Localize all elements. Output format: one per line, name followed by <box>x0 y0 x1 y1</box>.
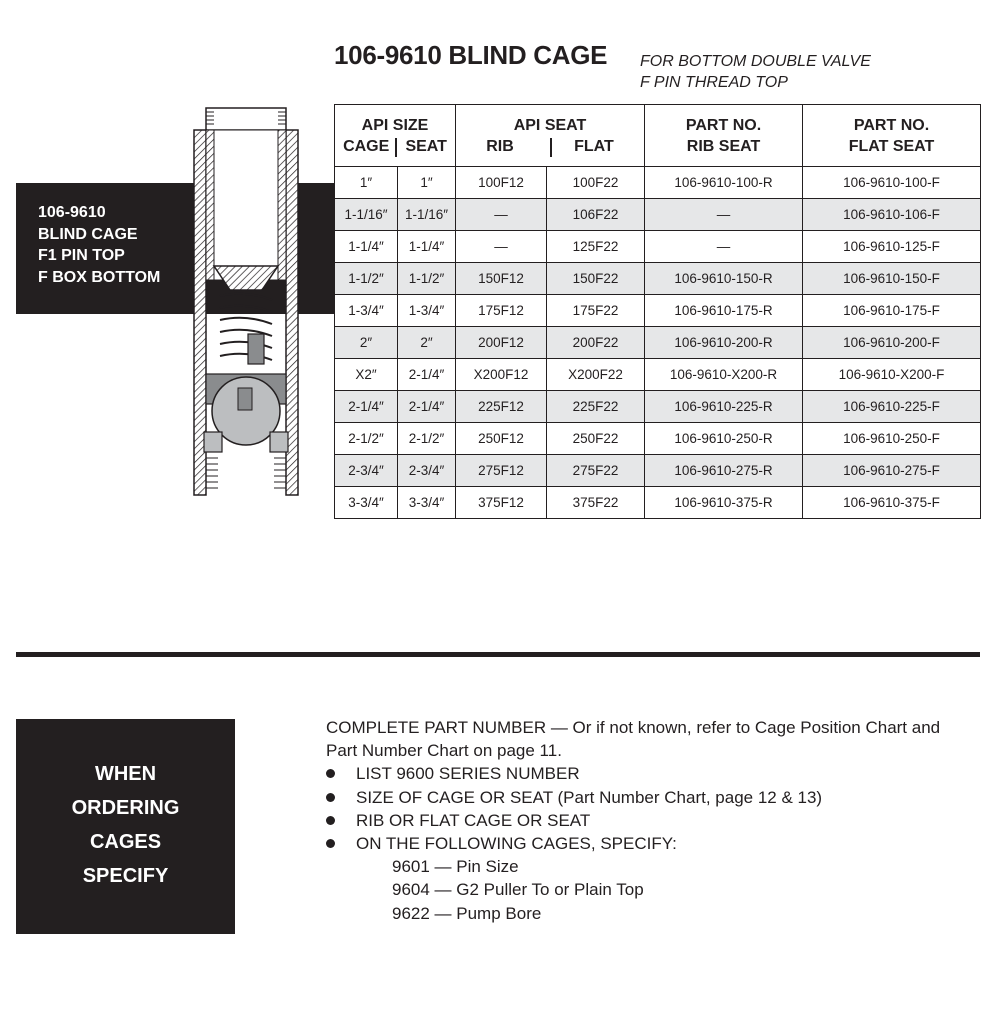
cell-rib: 225F12 <box>456 391 547 423</box>
part-label-line: 106-9610 <box>38 204 106 221</box>
cell-cage: 2″ <box>335 327 398 359</box>
table-row <box>335 199 981 231</box>
cell-part-rib: 106-9610-150-R <box>645 263 803 295</box>
header-part-flat-line-1: PART NO. <box>853 116 930 134</box>
header-part-rib-line-2: RIB SEAT <box>686 137 761 155</box>
cell-part-rib: 106-9610-275-R <box>645 455 803 487</box>
ordering-label-line: CAGES <box>89 831 162 853</box>
part-label-line: F BOX BOTTOM <box>38 268 161 286</box>
cell-seat: 2-3/4″ <box>398 455 456 487</box>
page-subtitle <box>640 51 871 93</box>
part-number-table <box>334 104 981 519</box>
cell-flat: 125F22 <box>547 231 645 263</box>
ordering-sub-item: 9622 — Pump Bore <box>392 903 542 923</box>
table-row <box>335 167 981 199</box>
cell-part-rib: — <box>645 199 803 231</box>
ordering-label-line: ORDERING <box>71 797 180 819</box>
part-label-text <box>38 202 160 288</box>
table-row <box>335 391 981 423</box>
cell-rib: — <box>456 231 547 263</box>
cell-seat: 1-1/2″ <box>398 263 456 295</box>
cell-cage: 2-1/4″ <box>335 391 398 423</box>
cell-part-flat: 106-9610-106-F <box>803 199 981 231</box>
header-api-size-label: API SIZE <box>361 116 429 134</box>
cell-part-rib: 106-9610-X200-R <box>645 359 803 391</box>
cell-seat: 2-1/4″ <box>398 359 456 391</box>
cell-flat: 375F22 <box>547 487 645 519</box>
ordering-bullet <box>326 786 966 809</box>
cell-part-rib: 106-9610-225-R <box>645 391 803 423</box>
header-api-size <box>335 105 456 167</box>
cell-part-flat: 106-9610-125-F <box>803 231 981 263</box>
header-part-rib <box>645 105 803 167</box>
header-seat: SEAT <box>405 137 447 155</box>
table-row <box>335 327 981 359</box>
header-api-seat <box>456 105 645 167</box>
cell-flat: 250F22 <box>547 423 645 455</box>
cell-flat: 275F22 <box>547 455 645 487</box>
cell-flat: X200F22 <box>547 359 645 391</box>
ordering-bullet-text: ON THE FOLLOWING CAGES, SPECIFY: <box>356 834 677 854</box>
cell-cage: 2-1/2″ <box>335 423 398 455</box>
table-row <box>335 455 981 487</box>
cell-seat: 3-3/4″ <box>398 487 456 519</box>
cell-cage: 1-1/16″ <box>335 199 398 231</box>
cell-seat: 2-1/4″ <box>398 391 456 423</box>
cell-flat: 175F22 <box>547 295 645 327</box>
cell-rib: 375F12 <box>456 487 547 519</box>
ordering-label-line: WHEN <box>94 763 157 785</box>
cell-part-rib: 106-9610-375-R <box>645 487 803 519</box>
section-divider <box>16 652 980 657</box>
cell-part-flat: 106-9610-150-F <box>803 263 981 295</box>
cell-seat: 2″ <box>398 327 456 359</box>
header-divider <box>550 138 552 157</box>
cell-flat: 225F22 <box>547 391 645 423</box>
ordering-bullet <box>326 832 966 855</box>
cell-rib: — <box>456 199 547 231</box>
ordering-bullet-text: LIST 9600 SERIES NUMBER <box>356 764 580 784</box>
cell-rib: X200F12 <box>456 359 547 391</box>
ordering-label-box <box>16 719 235 934</box>
ordering-bullet <box>326 762 966 785</box>
bullet-dot-icon <box>326 793 335 802</box>
cell-part-rib: 106-9610-250-R <box>645 423 803 455</box>
cell-flat: 150F22 <box>547 263 645 295</box>
header-part-flat-line-2: FLAT SEAT <box>848 137 935 155</box>
cell-part-flat: 106-9610-200-F <box>803 327 981 359</box>
ordering-label-line: SPECIFY <box>82 865 169 887</box>
cell-rib: 275F12 <box>456 455 547 487</box>
cell-rib: 250F12 <box>456 423 547 455</box>
cell-part-rib: 106-9610-175-R <box>645 295 803 327</box>
header-divider <box>395 138 397 157</box>
ordering-bullet-text: SIZE OF CAGE OR SEAT (Part Number Chart, page 12 & 13) <box>356 787 823 807</box>
cell-part-flat: 106-9610-X200-F <box>803 359 981 391</box>
cell-part-flat: 106-9610-250-F <box>803 423 981 455</box>
ordering-bullet <box>326 809 966 832</box>
cell-cage: 2-3/4″ <box>335 455 398 487</box>
subtitle-line-1: FOR BOTTOM DOUBLE VALVE <box>640 53 871 70</box>
cell-seat: 1″ <box>398 167 456 199</box>
cell-part-rib: 106-9610-100-R <box>645 167 803 199</box>
cell-rib: 200F12 <box>456 327 547 359</box>
cell-flat: 200F22 <box>547 327 645 359</box>
cell-rib: 175F12 <box>456 295 547 327</box>
table-row <box>335 295 981 327</box>
cell-cage: X2″ <box>335 359 398 391</box>
header-api-size-sub <box>335 136 455 157</box>
cell-seat: 1-1/16″ <box>398 199 456 231</box>
cell-part-flat: 106-9610-275-F <box>803 455 981 487</box>
ordering-sub-item: 9601 — Pin Size <box>392 857 519 877</box>
cell-part-flat: 106-9610-225-F <box>803 391 981 423</box>
cell-seat: 1-3/4″ <box>398 295 456 327</box>
part-label-line: BLIND CAGE <box>38 225 138 243</box>
ordering-intro: COMPLETE PART NUMBER — Or if not known, refer to Cage Position Chart and Part Number Chart on page 11. <box>326 718 941 761</box>
ordering-instructions <box>326 716 966 925</box>
header-cage: CAGE <box>343 137 390 155</box>
subtitle-line-2: F PIN THREAD TOP <box>640 74 788 91</box>
cell-cage: 1″ <box>335 167 398 199</box>
header-rib: RIB <box>486 137 514 155</box>
cell-seat: 1-1/4″ <box>398 231 456 263</box>
cell-cage: 1-1/2″ <box>335 263 398 295</box>
ordering-label-text <box>16 757 235 893</box>
cell-part-rib: 106-9610-200-R <box>645 327 803 359</box>
ordering-bullet-text: RIB OR FLAT CAGE OR SEAT <box>356 810 591 830</box>
table-row <box>335 487 981 519</box>
bullet-dot-icon <box>326 816 335 825</box>
cell-cage: 1-1/4″ <box>335 231 398 263</box>
cell-part-flat: 106-9610-375-F <box>803 487 981 519</box>
header-part-flat <box>803 105 981 167</box>
cell-cage: 3-3/4″ <box>335 487 398 519</box>
cell-part-flat: 106-9610-175-F <box>803 295 981 327</box>
header-api-seat-sub <box>456 136 644 157</box>
header-flat: FLAT <box>574 137 614 155</box>
cell-flat: 100F22 <box>547 167 645 199</box>
cell-seat: 2-1/2″ <box>398 423 456 455</box>
cell-rib: 150F12 <box>456 263 547 295</box>
cell-rib: 100F12 <box>456 167 547 199</box>
table-row <box>335 231 981 263</box>
cell-part-flat: 106-9610-100-F <box>803 167 981 199</box>
bullet-dot-icon <box>326 839 335 848</box>
cell-part-rib: — <box>645 231 803 263</box>
header-part-rib-line-1: PART NO. <box>685 116 762 134</box>
bullet-dot-icon <box>326 769 335 778</box>
table-header-row <box>335 105 981 167</box>
blind-cage-cross-section-drawing-icon <box>190 106 310 498</box>
header-api-seat-label: API SEAT <box>513 116 587 134</box>
cell-cage: 1-3/4″ <box>335 295 398 327</box>
cell-flat: 106F22 <box>547 199 645 231</box>
table-row <box>335 423 981 455</box>
page-title: 106-9610 BLIND CAGE <box>334 40 608 70</box>
part-label-line: F1 PIN TOP <box>38 247 125 264</box>
table-row <box>335 359 981 391</box>
table-row <box>335 263 981 295</box>
ordering-sub-item: 9604 — G2 Puller To or Plain Top <box>392 880 644 900</box>
